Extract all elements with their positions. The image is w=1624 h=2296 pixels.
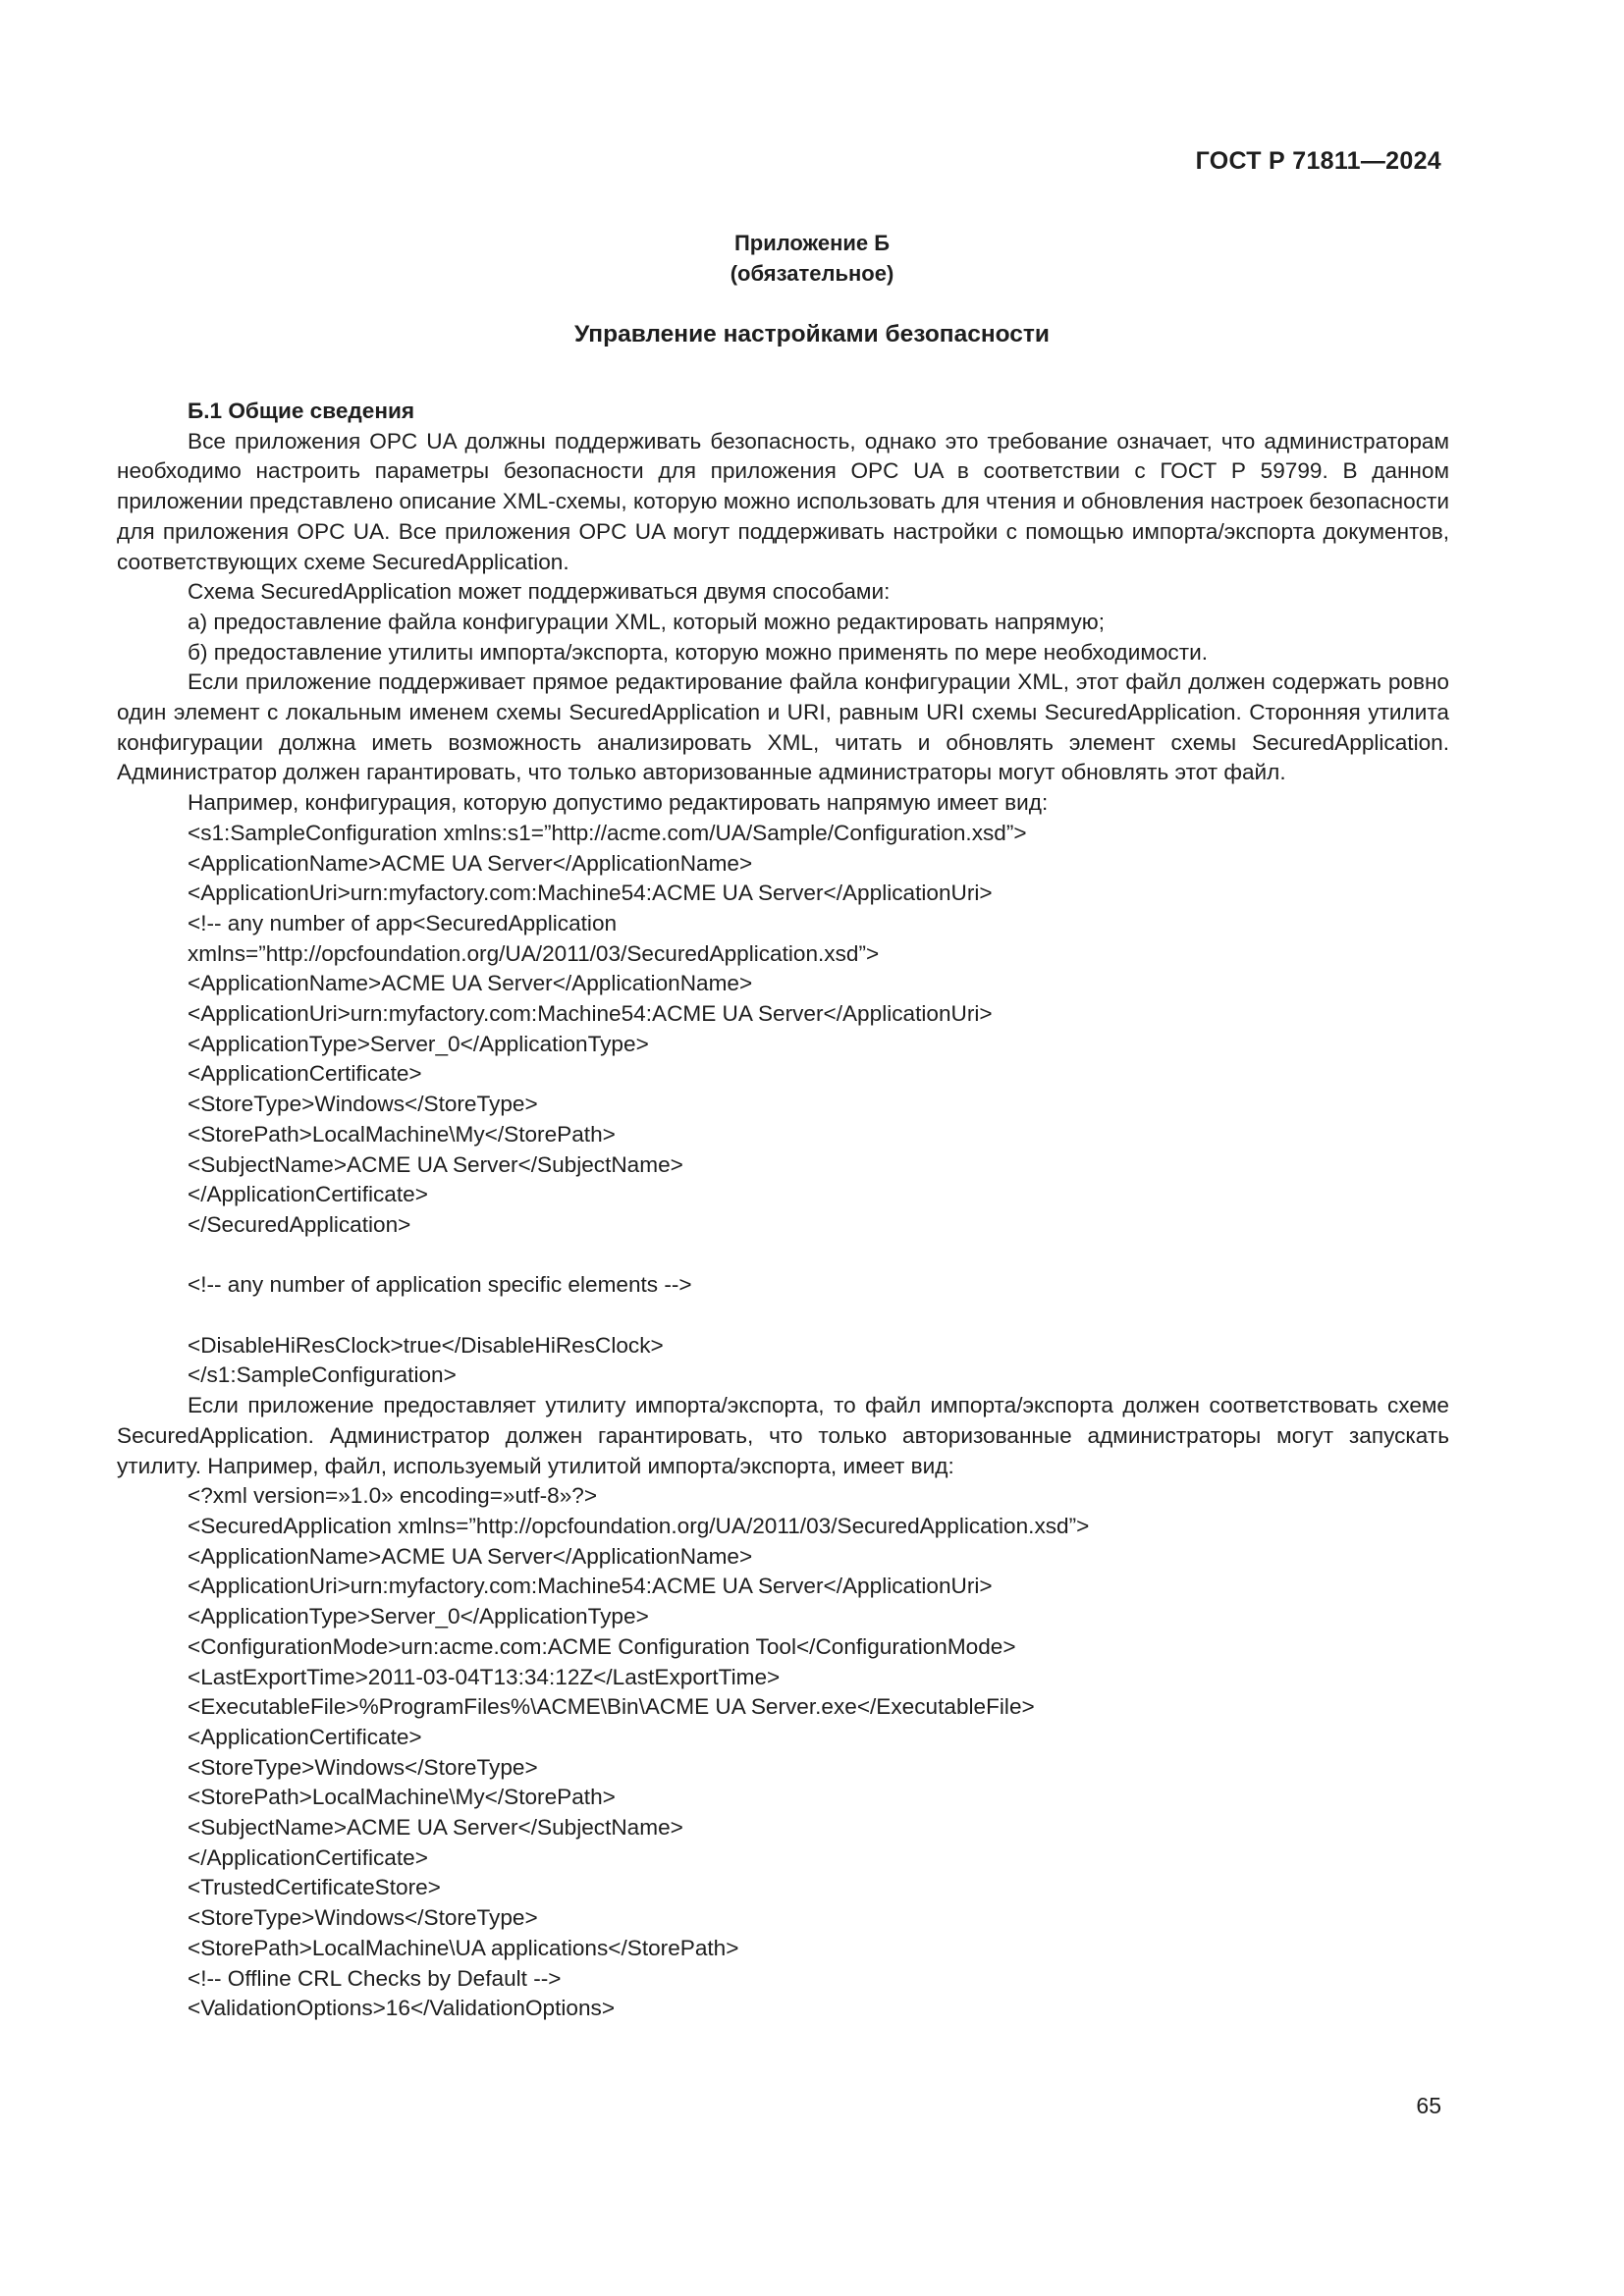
code-listing-2 (117, 1481, 1449, 2024)
code-line: <ExecutableFile>%ProgramFiles%\ACME\Bin\ACME UA Server.exe</ExecutableFile> (188, 1694, 1035, 1720)
code-line: <ApplicationUri>urn:myfactory.com:Machine54:ACME UA Server</ApplicationUri> (188, 1001, 993, 1027)
code-line: <!-- any number of app<SecuredApplication (188, 910, 618, 935)
code-comment: <!-- any number of application specific elements --> (188, 1272, 692, 1298)
list-item-b: б) предоставление утилиты импорта/экспорта, которую можно применять по мере необходимости. (188, 639, 1208, 665)
standard-code: ГОСТ Р 71811—2024 (1195, 147, 1441, 175)
code-line: <ValidationOptions>16</ValidationOptions> (188, 1996, 616, 2021)
code-line: xmlns=”http://opcfoundation.org/UA/2011/03/SecuredApplication.xsd”> (188, 940, 880, 966)
code-line: </ApplicationCertificate> (188, 1844, 428, 1870)
code-line: </ApplicationCertificate> (188, 1182, 428, 1207)
code-line: <?xml version=»1.0» encoding=»utf-8»?> (188, 1483, 598, 1509)
code-line: <StoreType>Windows</StoreType> (188, 1754, 538, 1780)
blank-line (117, 1241, 1449, 1271)
blank-line (117, 1301, 1449, 1331)
code-line: <ApplicationType>Server_0</ApplicationType> (188, 1031, 649, 1056)
code-line: <ApplicationCertificate> (188, 1061, 422, 1087)
annex-heading (0, 228, 1624, 289)
code-line: <ApplicationCertificate> (188, 1724, 422, 1749)
list-item-a: а) предоставление файла конфигурации XML, который можно редактировать напрямую; (188, 609, 1106, 634)
paragraph: Схема SecuredApplication может поддерживаться двумя способами: (188, 579, 891, 605)
code-line: <ApplicationName>ACME UA Server</ApplicationName> (188, 850, 753, 876)
code-line: <ApplicationUri>urn:myfactory.com:Machine54:ACME UA Server</ApplicationUri> (188, 881, 993, 906)
code-line: <SubjectName>ACME UA Server</SubjectName> (188, 1151, 683, 1177)
code-line: <StorePath>LocalMachine\My</StorePath> (188, 1121, 616, 1147)
code-line: </SecuredApplication> (188, 1211, 411, 1237)
code-line: <StorePath>LocalMachine\UA applications</StorePath> (188, 1935, 739, 1960)
code-line: <ApplicationName>ACME UA Server</ApplicationName> (188, 971, 753, 996)
code-line: <!-- Offline CRL Checks by Default --> (188, 1965, 562, 1991)
annex-label: Приложение Б (733, 231, 891, 255)
code-line: <ConfigurationMode>urn:acme.com:ACME Configuration Tool</ConfigurationMode> (188, 1633, 1016, 1659)
code-line: <StorePath>LocalMachine\My</StorePath> (188, 1785, 616, 1810)
code-line: </s1:SampleConfiguration> (188, 1362, 457, 1388)
code-line: <s1:SampleConfiguration xmlns:s1=”http://acme.com/UA/Sample/Configuration.xsd”> (188, 820, 1027, 845)
paragraph: Если приложение поддерживает прямое редактирование файла конфигурации XML, этот файл должен содержать ровно один элемент с локальным именем схемы SecuredApplication и URI, равным URI схемы SecuredApplication. Сторонняя утилита конфигурации должна иметь возможность анализировать XML, читать и обновлять элемент схемы SecuredApplication. Администратор должен гарантировать, что только авторизованные администраторы могут обновлять этот файл. (117, 669, 1449, 785)
paragraph: Например, конфигурация, которую допустимо редактировать напрямую имеет вид: (188, 790, 1049, 816)
code-line: <StoreType>Windows</StoreType> (188, 1092, 538, 1117)
code-line: <TrustedCertificateStore> (188, 1875, 441, 1900)
section-heading: Б.1 Общие сведения (188, 399, 415, 423)
paragraph: Если приложение предоставляет утилиту импорта/экспорта, то файл импорта/экспорта должен соответствовать схеме SecuredApplication. Администратор должен гарантировать, что только авторизованные администраторы могут запускать утилиту. Например, файл, используемый утилитой импорта/экспорта, имеет вид: (117, 1393, 1449, 1478)
paragraph: Все приложения OPC UA должны поддерживать безопасность, однако это требование означает, что администраторам необходимо настроить параметры безопасности для приложения OPC UA в соответствии с ГОСТ Р 59799. В данном приложении представлено описание XML-схемы, которую можно использовать для чтения и обновления настроек безопасности для приложения OPC UA. Все приложения OPC UA могут поддерживать настройки с помощью импорта/экспорта документов, соответствующих схеме SecuredApplication. (117, 428, 1449, 574)
code-line: <ApplicationName>ACME UA Server</ApplicationName> (188, 1543, 753, 1569)
code-line: <SecuredApplication xmlns=”http://opcfoundation.org/UA/2011/03/SecuredApplication.xsd”> (188, 1513, 1090, 1538)
code-line: <SubjectName>ACME UA Server</SubjectName> (188, 1815, 683, 1841)
annex-title: Управление настройками безопасности (574, 321, 1050, 347)
code-line: <DisableHiResClock>true</DisableHiResClock> (188, 1332, 664, 1358)
code-line: <LastExportTime>2011-03-04T13:34:12Z</LastExportTime> (188, 1664, 781, 1689)
code-line: <ApplicationType>Server_0</ApplicationType> (188, 1604, 649, 1629)
annex-status: (обязательное) (730, 261, 894, 286)
document-body (117, 397, 1449, 2024)
page-number: 65 (1416, 2093, 1441, 2118)
code-listing-1 (117, 819, 1449, 1391)
code-line: <ApplicationUri>urn:myfactory.com:Machine54:ACME UA Server</ApplicationUri> (188, 1574, 993, 1599)
code-line: <StoreType>Windows</StoreType> (188, 1905, 538, 1931)
